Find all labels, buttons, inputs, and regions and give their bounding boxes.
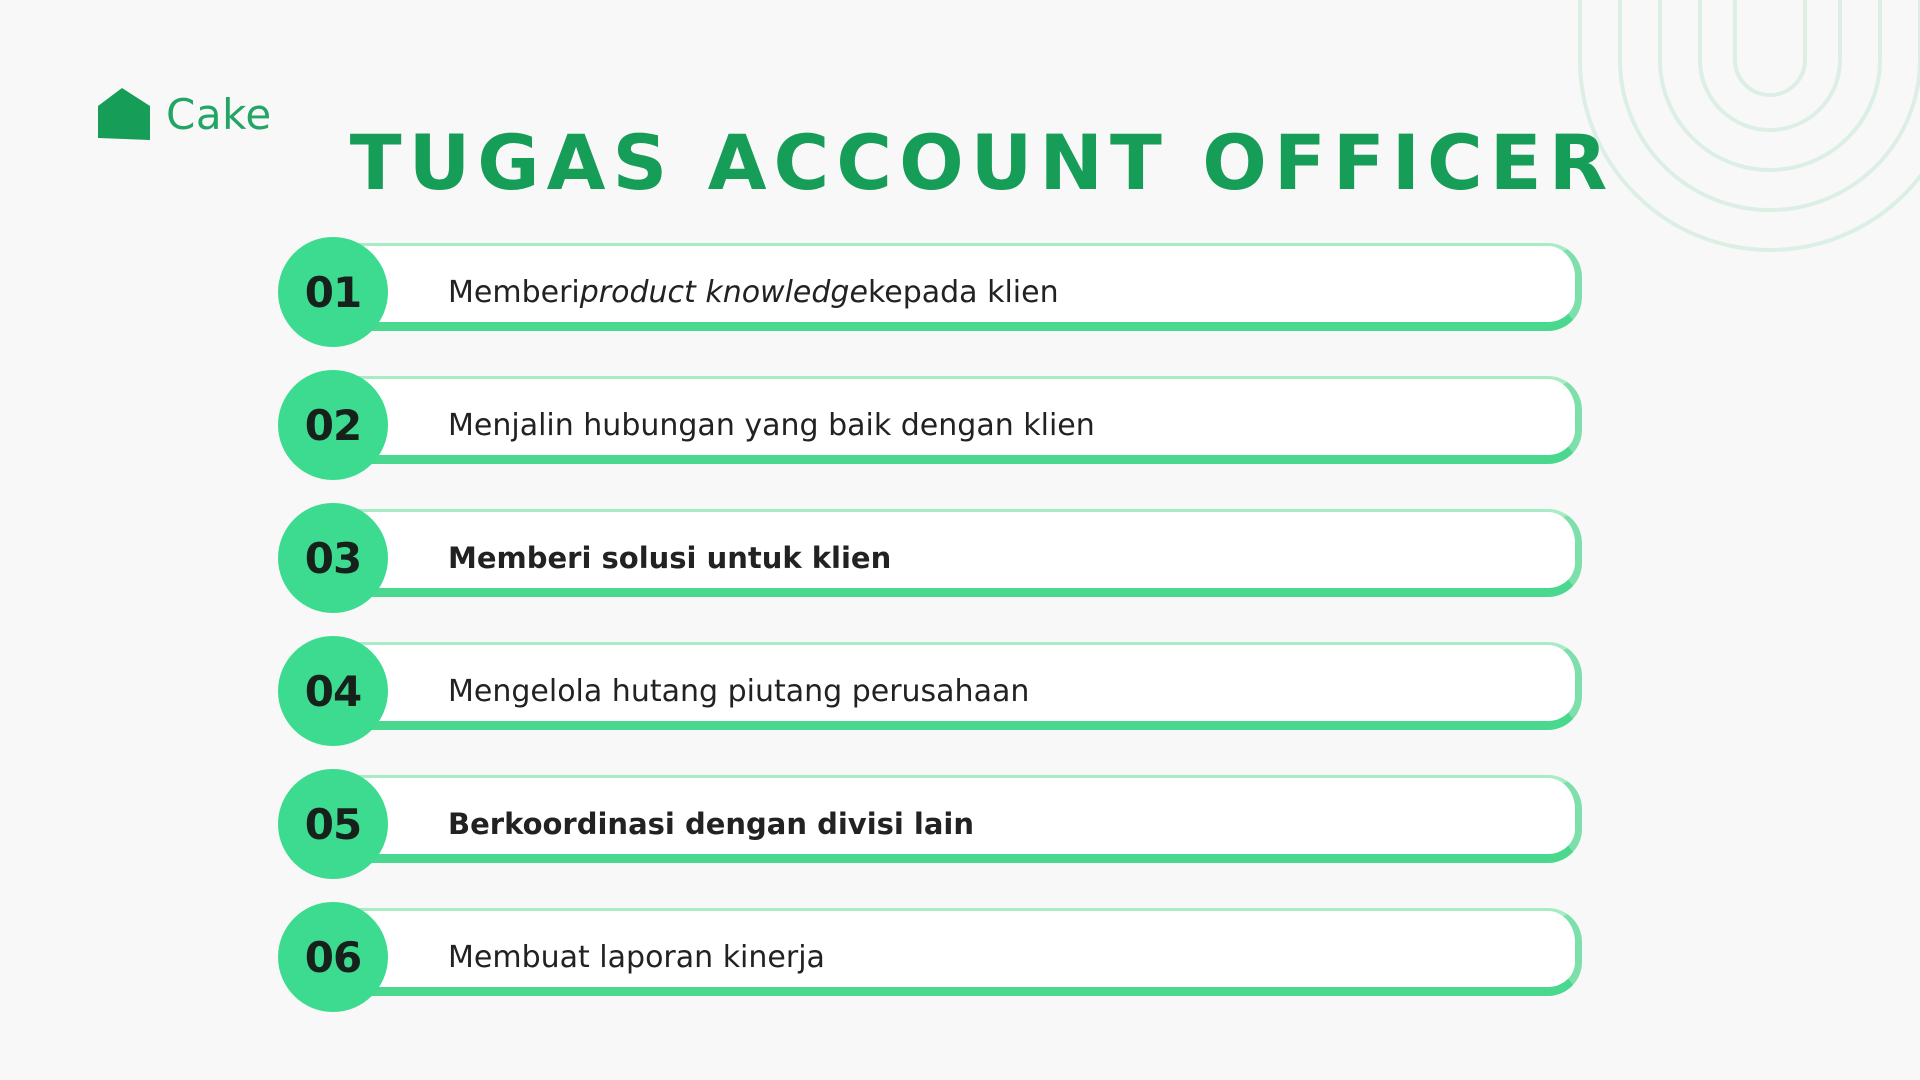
task-text: Mengelola hutang piutang perusahaan bbox=[448, 673, 1030, 709]
list-item bbox=[278, 503, 1584, 613]
task-text: Menjalin hubungan yang baik dengan klien bbox=[448, 407, 1095, 443]
task-number-badge: 03 bbox=[278, 503, 388, 613]
task-number-badge: 05 bbox=[278, 769, 388, 879]
task-text-emphasis: product knowledge bbox=[579, 274, 868, 310]
task-number-badge: 01 bbox=[278, 237, 388, 347]
list-item bbox=[278, 769, 1584, 879]
task-number-badge: 02 bbox=[278, 370, 388, 480]
task-text: Memberi solusi untuk klien bbox=[448, 541, 892, 575]
list-item bbox=[278, 237, 1584, 347]
task-number-badge: 06 bbox=[278, 902, 388, 1012]
task-text: Membuat laporan kinerja bbox=[448, 939, 825, 975]
list-item bbox=[278, 902, 1584, 1012]
brand-name: Cake bbox=[166, 89, 272, 139]
task-text bbox=[448, 237, 1059, 347]
list-item bbox=[278, 370, 1584, 480]
task-text-start: Memberi bbox=[448, 274, 580, 310]
page-title: TUGAS ACCOUNT OFFICER bbox=[349, 118, 1615, 207]
list-item bbox=[278, 636, 1584, 746]
task-text: Berkoordinasi dengan divisi lain bbox=[448, 807, 975, 841]
task-list bbox=[278, 237, 1584, 1035]
task-number-badge: 04 bbox=[278, 636, 388, 746]
task-text-end: kepada klien bbox=[867, 274, 1059, 310]
